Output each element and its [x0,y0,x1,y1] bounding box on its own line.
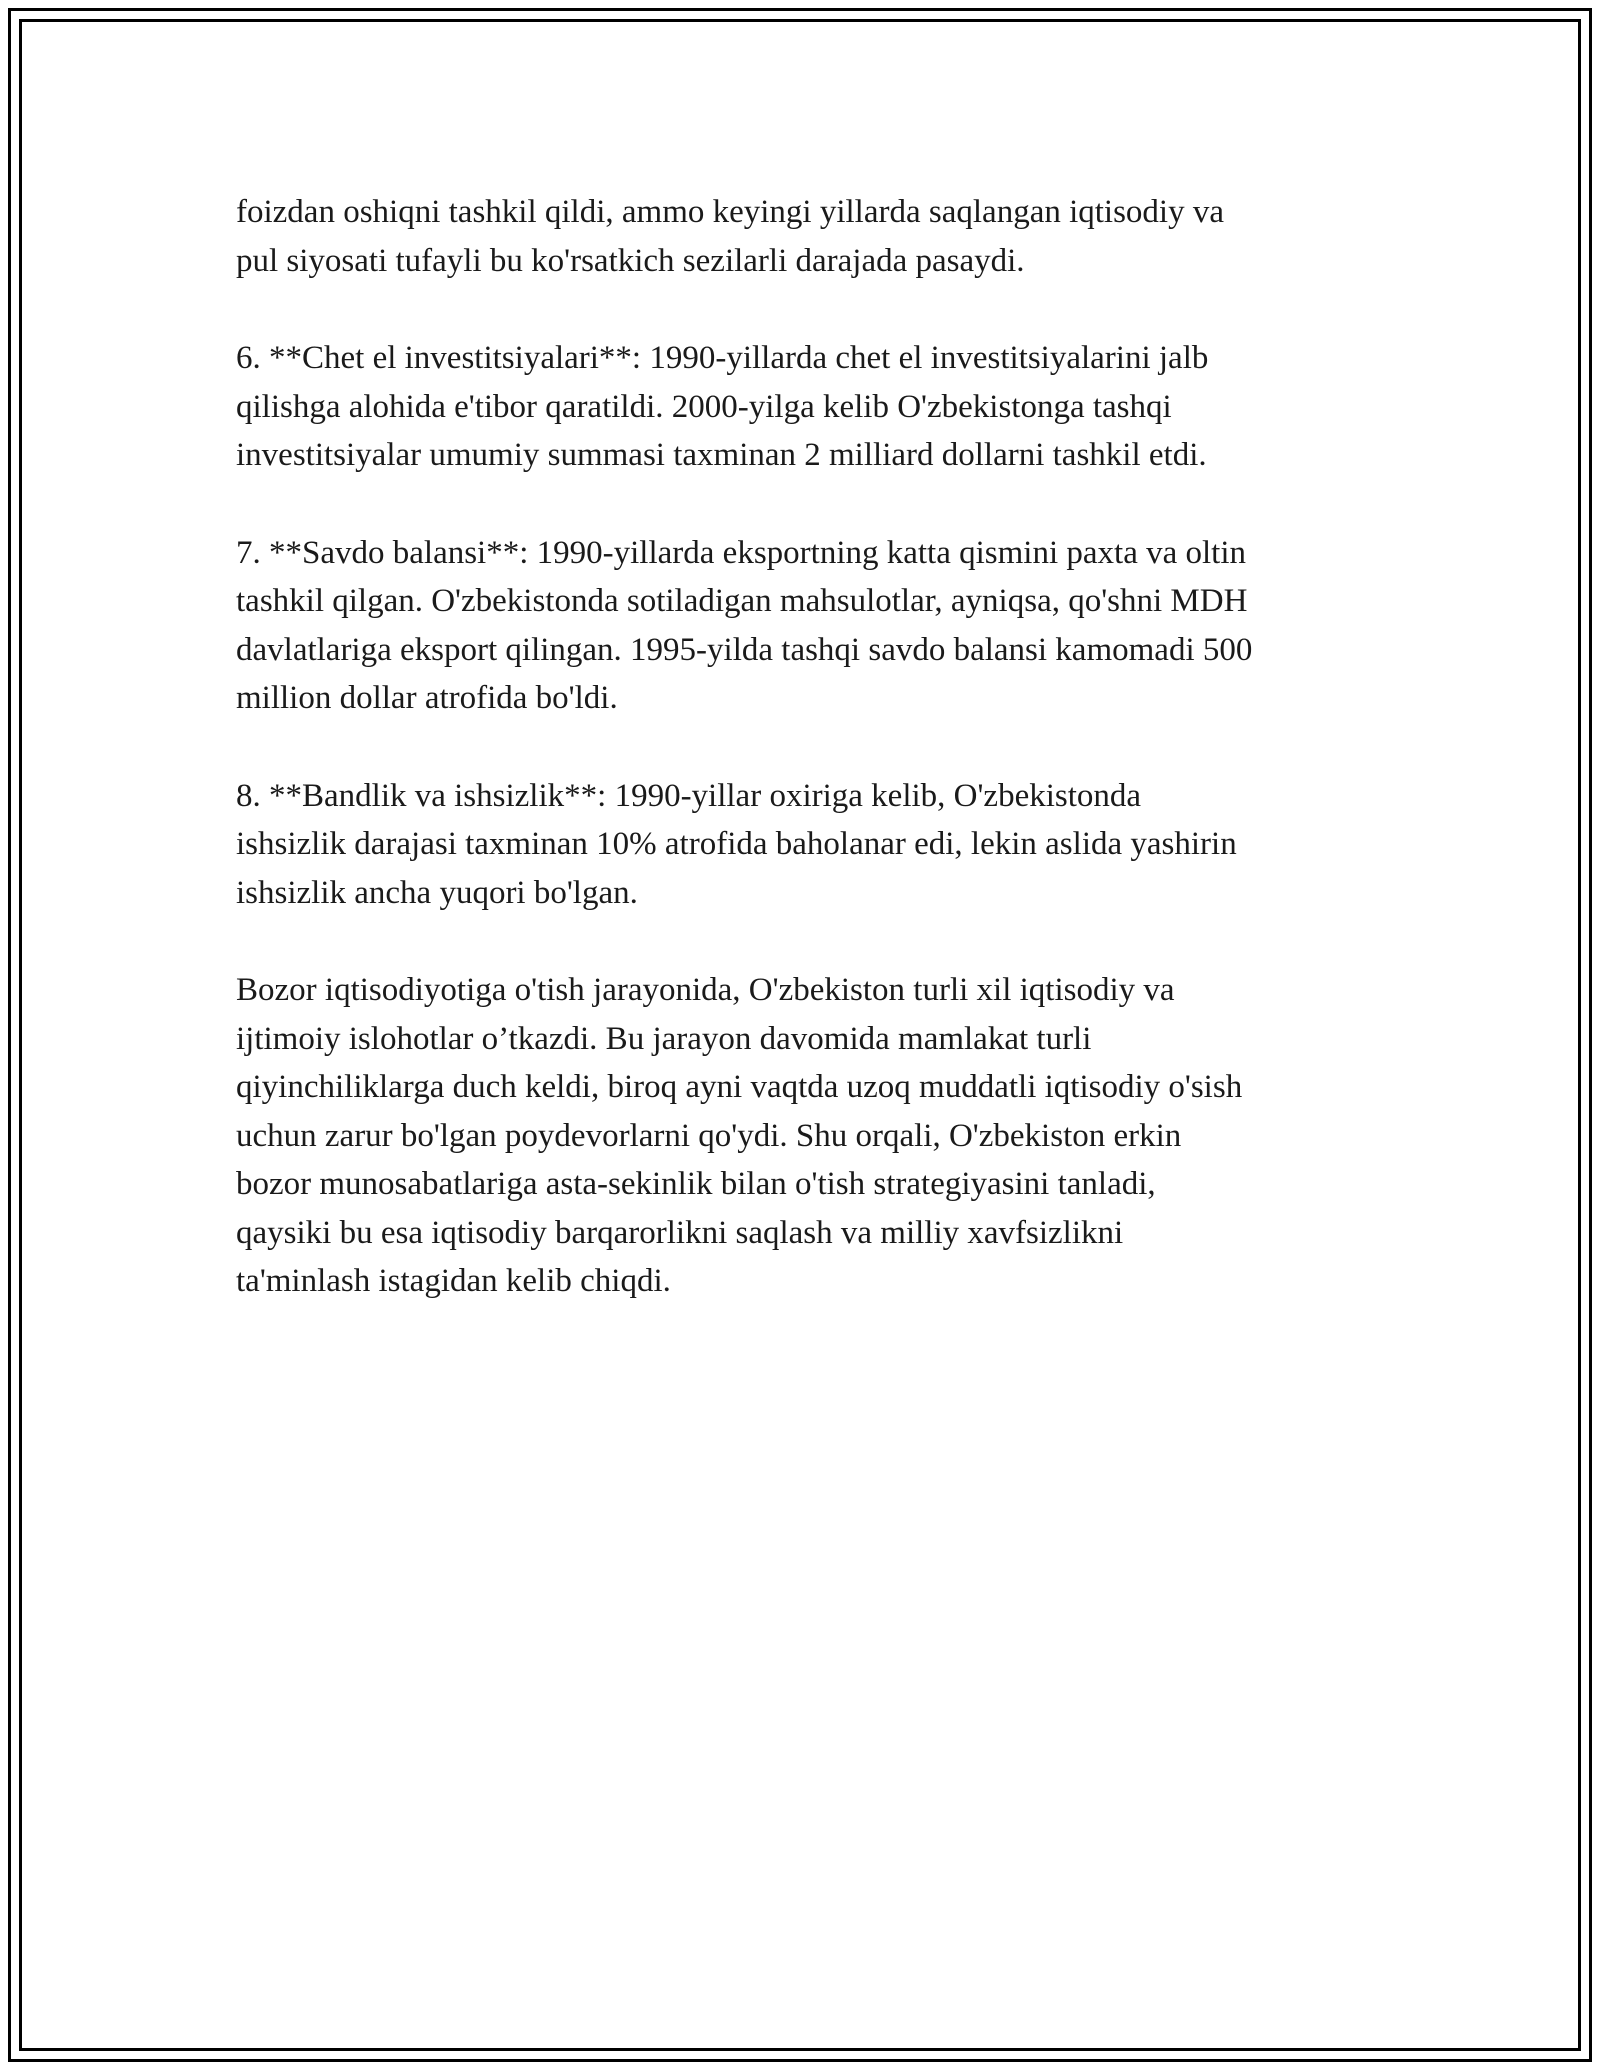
paragraph-continuation: foizdan oshiqni tashkil qildi, ammo keyingi yillarda saqlangan iqtisodiy va pul siyosati tufayli bu ko'rsatkich sezilarli darajada pasaydi. [236,194,1225,279]
paragraph-foreign-investment: 6. **Chet el investitsiyalari**: 1990-yillarda chet el investitsiyalarini jalb qilishga alohida e'tibor qaratildi. 2000-yilga kelib O'zbekistonga tashqi investitsiyalar umumiy summasi taxminan 2 milliard dollarni tashkil etdi. [236,340,1209,473]
paragraph-conclusion: Bozor iqtisodiyotiga o'tish jarayonida, O'zbekiston turli xil iqtisodiy va ijtimoiy islohotlar o’tkazdi. Bu jarayon davomida mamlakat turli qiyinchiliklarga duch keldi, biroq ayni vaqtda uzoq muddatli iqtisodiy o'sish uchun zarur bo'lgan poydevorlarni qo'ydi. Shu orqali, O'zbekiston erkin bozor munosabatlariga asta-sekinlik bilan o'tish strategiyasini tanladi, qaysiki bu esa iqtisodiy barqarorlikni saqlash va milliy xavfsizlikni ta'minlash istagidan kelib chiqdi. [236,972,1243,1299]
paragraph-employment: 8. **Bandlik va ishsizlik**: 1990-yillar oxiriga kelib, O'zbekistonda ishsizlik darajasi taxminan 10% atrofida baholanar edi, lekin aslida yashirin ishsizlik ancha yuqori bo'lgan. [236,777,1237,911]
paragraph-trade-balance: 7. **Savdo balansi**: 1990-yillarda eksportning katta qismini paxta va oltin tashkil qilgan. O'zbekistonda sotiladigan mahsulotlar, ayniqsa, qo'shni MDH davlatlariga eksport qilingan. 1995-yilda tashqi savdo balansi kamomadi 500 million dollar atrofida bo'ldi. [236,534,1253,716]
document-body [236,188,1376,1355]
